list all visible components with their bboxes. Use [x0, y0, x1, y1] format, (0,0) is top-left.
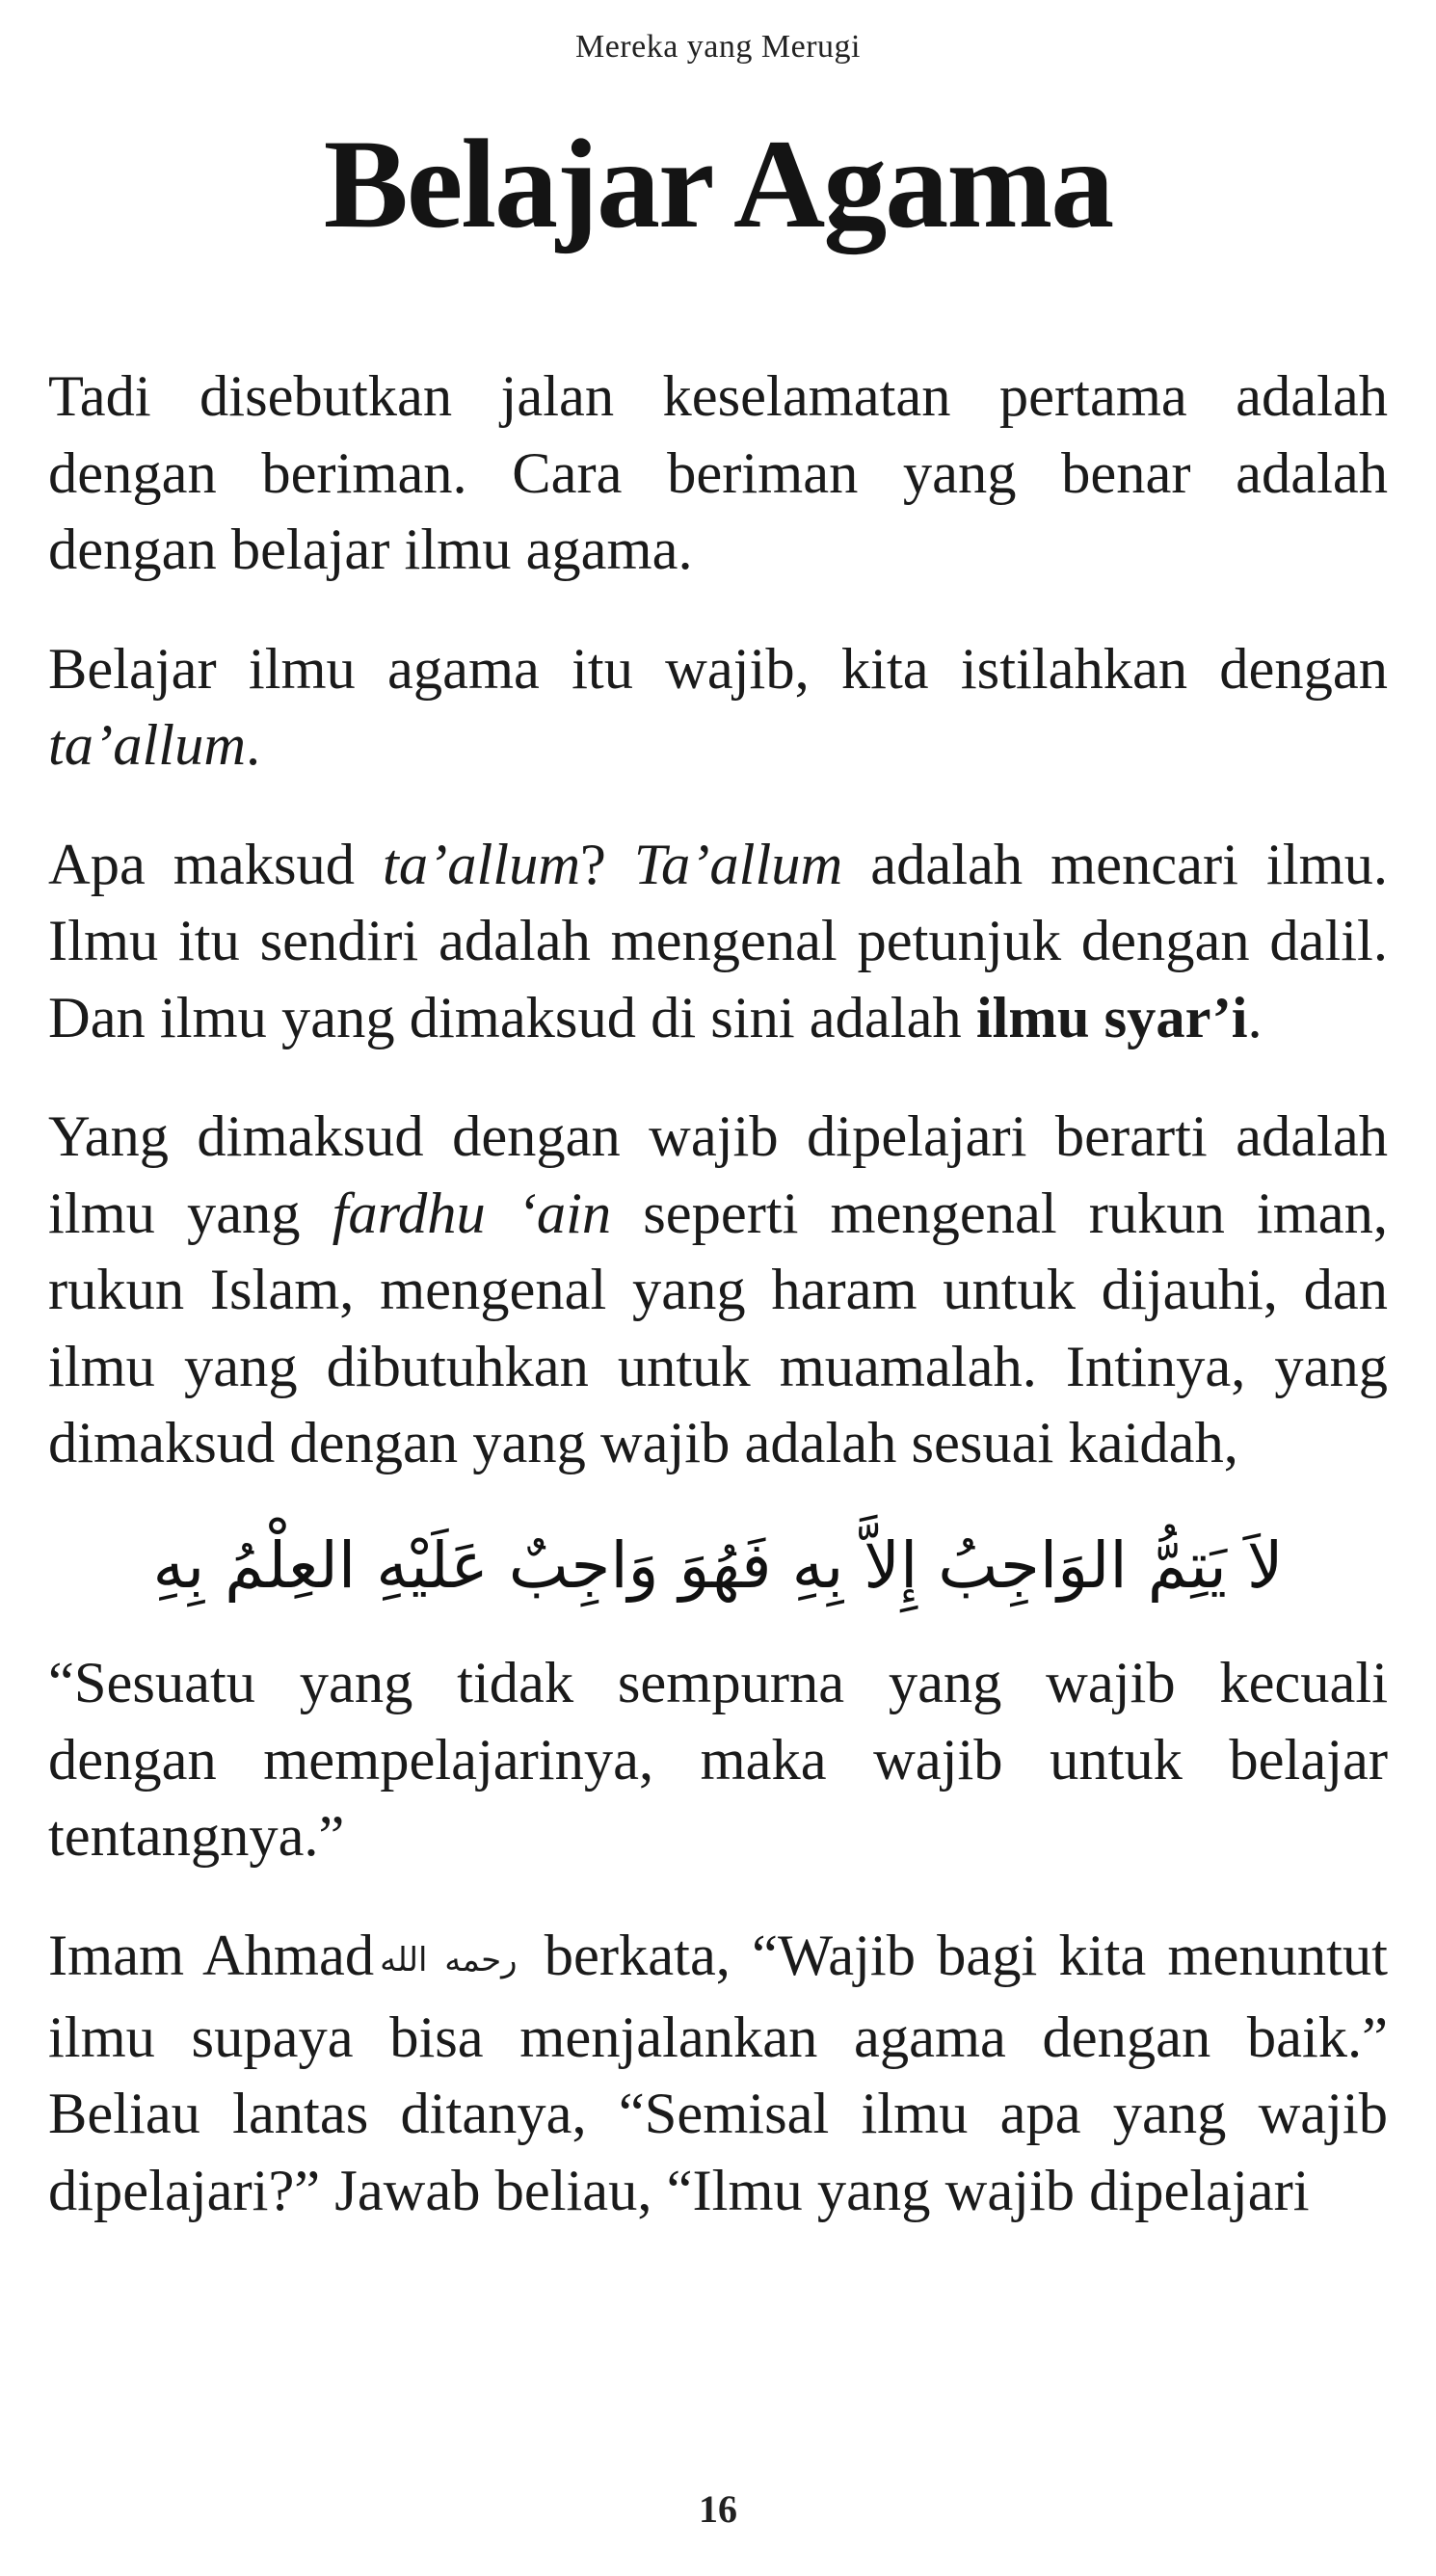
paragraph-4-a: Yang dimaksud dengan wajib dipelajari berarti adalah ilmu yang — [48, 1104, 1388, 1246]
paragraph-3-b: ? — [580, 832, 634, 897]
paragraph-2-text: Belajar ilmu agama itu wajib, kita istilahkan dengan — [48, 636, 1388, 702]
running-head: Mereka yang Merugi — [574, 29, 861, 65]
paragraph-6-b: berkata, “Wajib bagi kita menuntut ilmu supaya bisa menjalankan agama dengan baik.” Beliau lantas ditanya, “Semisal ilmu apa yang wajib dipelajari?” Jawab beliau, “Ilmu yang wajib dipelajari — [48, 1923, 1388, 2223]
paragraph-3 — [48, 827, 1388, 1057]
chapter-title: Belajar Agama — [323, 113, 1113, 254]
term-taallum-2: Ta’allum — [633, 832, 843, 897]
term-taallum: ta’allum — [48, 713, 247, 778]
term-fardhu-ain: fardhu ‘ain — [332, 1181, 612, 1246]
paragraph-1: Tadi disebutkan jalan keselamatan pertama adalah dengan beriman. Cara beriman yang benar adalah dengan belajar ilmu agama. — [48, 364, 1388, 582]
paragraph-3-end: . — [1247, 985, 1263, 1050]
body-text — [48, 359, 1388, 2271]
paragraph-2 — [48, 631, 1388, 784]
page-number: 16 — [699, 2487, 737, 2531]
paragraph-6 — [48, 1918, 1388, 2229]
paragraph-2-end: . — [246, 713, 261, 778]
paragraph-3-c: adalah mencari ilmu. Ilmu itu sendiri adalah mengenal petunjuk dengan dalil. Dan ilmu yang dimaksud di sini adalah — [48, 832, 1389, 1050]
paragraph-4-b: seperti mengenal rukun iman, rukun Islam, mengenal yang haram untuk dijauhi, dan ilmu yang dibutuhkan untuk muamalah. Intinya, yang dimaksud dengan yang wajib adalah sesuai kaidah, — [48, 1181, 1388, 1475]
term-taallum-1: ta’allum — [383, 832, 581, 897]
term-ilmu-syari: ilmu syar’i — [975, 985, 1248, 1050]
paragraph-6-a: Imam Ahmad — [48, 1923, 375, 1988]
paragraph-3-a: Apa maksud — [48, 832, 384, 897]
arabic-rule: لاَ يَتِمُّ الوَاجِبُ إِلاَّ بِهِ فَهُوَ وَاجِبٌ عَلَيْهِ العِلْمُ بِهِ — [152, 1527, 1284, 1603]
paragraph-5: “Sesuatu yang tidak sempurna yang wajib kecuali dengan mempelajarinya, maka wajib untuk belajar tentangnya.” — [48, 1651, 1388, 1870]
paragraph-4 — [48, 1099, 1388, 1482]
honorific-symbol: رحمه الله — [380, 1941, 518, 1980]
